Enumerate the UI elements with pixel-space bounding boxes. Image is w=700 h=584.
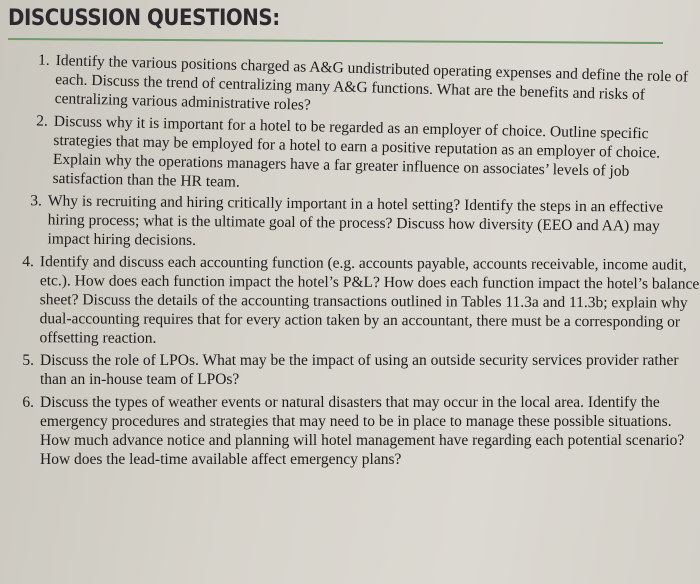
question-text: Identify the various positions charged as A&G undistributed operating expenses and define the role of each. Discuss the trend of centralizing many A&G functions. What are the benefits and risks of centralizing various administrative roles? (54, 52, 689, 114)
section-heading: DISCUSSION QUESTIONS: (8, 6, 280, 31)
list-item (0, 252, 700, 351)
question-list (0, 50, 700, 473)
question-text: Discuss the role of LPOs. What may be the impact of using an outside security services provider rather than an in-house team of LPOs? (40, 352, 679, 388)
question-number: 2. (35, 112, 48, 130)
question-number: 5. (22, 352, 34, 369)
question-number: 4. (22, 253, 34, 271)
question-text: Discuss the types of weather events or natural disasters that may occur in the local area. Identify the emergency procedures and strategies that may need to be in place to manage these possible situations. How much advance notice and planning will hotel management have regarding each potential scenario? How does the lead-time available affect emergency plans? (40, 394, 685, 468)
question-text: Identify and discuss each accounting function (e.g. accounts payable, accounts receivable, income audit, etc.). How does each function impact the hotel’s P&L? How does each function impact the hotel’s balance sheet? Discuss the details of the accounting transactions outlined in Tables 11.3a and 11.3b; explain why dual-accounting requires that for every action taken by an accountant, there must be a corresponding or offsetting reaction. (39, 253, 700, 347)
question-text: Discuss why it is important for a hotel to be regarded as an employer of choice. Outline specific strategies that may be employed for a hotel to earn a positive reputation as an employer of choice. Explain why the operations managers have a far greater influence on associates’ levels of job satisfaction than the HR team. (52, 112, 661, 191)
list-item (7, 191, 698, 255)
question-number: 3. (30, 192, 42, 210)
list-item (12, 111, 693, 201)
question-number: 1. (37, 51, 50, 69)
heading-divider (8, 38, 663, 44)
list-item (0, 393, 700, 469)
list-item (0, 351, 700, 389)
question-text: Why is recruiting and hiring critically important in a hotel setting? Identify the steps in an effective hiring process; what is the ultimate goal of the process? Discuss how diversity (EEO and AA) may impact hiring decisions. (47, 192, 664, 249)
question-number: 6. (22, 394, 34, 411)
